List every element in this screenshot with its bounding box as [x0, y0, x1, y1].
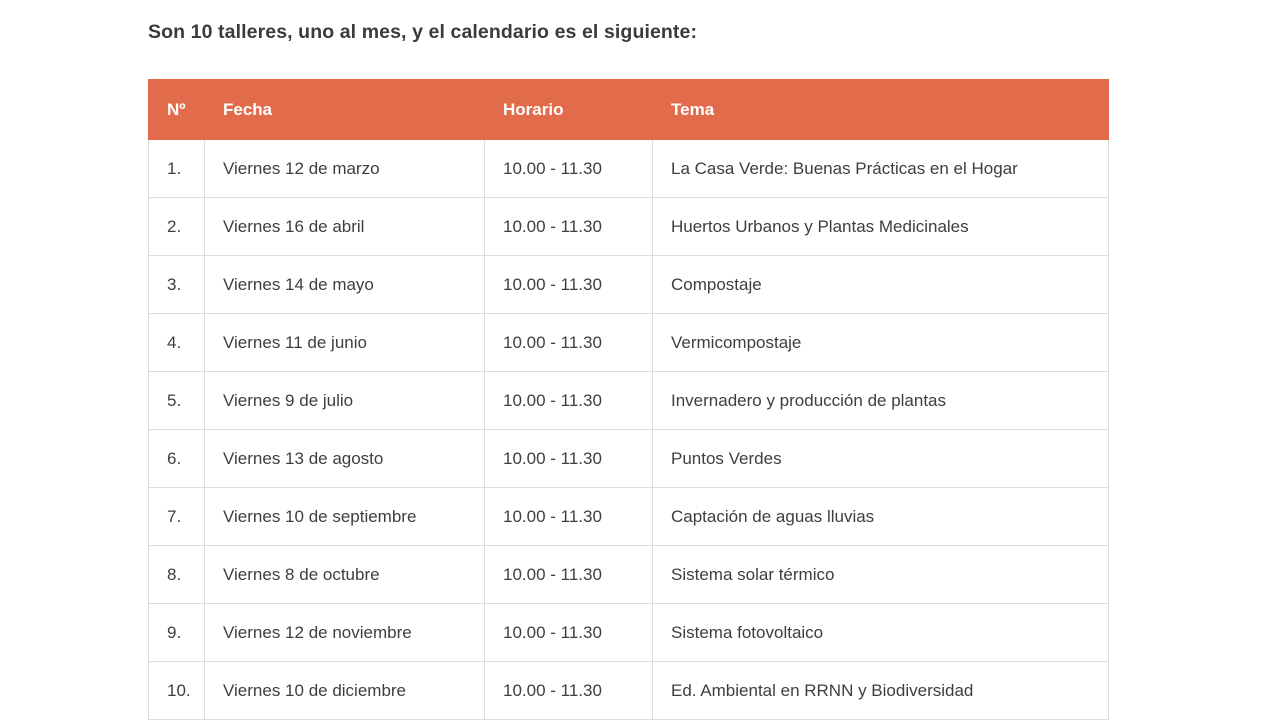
cell-tema: Ed. Ambiental en RRNN y Biodiversidad [653, 662, 1109, 720]
table-row [149, 546, 1109, 604]
cell-tema: Sistema solar térmico [653, 546, 1109, 604]
cell-fecha: Viernes 12 de marzo [205, 140, 485, 198]
column-header-numero: Nº [149, 80, 205, 140]
cell-horario: 10.00 - 11.30 [485, 488, 653, 546]
table-row [149, 314, 1109, 372]
cell-horario: 10.00 - 11.30 [485, 546, 653, 604]
cell-numero: 1. [149, 140, 205, 198]
cell-horario: 10.00 - 11.30 [485, 198, 653, 256]
table-row [149, 430, 1109, 488]
cell-fecha: Viernes 16 de abril [205, 198, 485, 256]
calendar-table-wrapper [148, 79, 1108, 720]
cell-tema: Invernadero y producción de plantas [653, 372, 1109, 430]
table-header [149, 80, 1109, 140]
cell-numero: 4. [149, 314, 205, 372]
table-body [149, 140, 1109, 720]
cell-numero: 2. [149, 198, 205, 256]
cell-horario: 10.00 - 11.30 [485, 314, 653, 372]
cell-fecha: Viernes 9 de julio [205, 372, 485, 430]
column-header-horario: Horario [485, 80, 653, 140]
calendar-table [148, 79, 1109, 720]
table-header-row [149, 80, 1109, 140]
cell-tema: Compostaje [653, 256, 1109, 314]
cell-horario: 10.00 - 11.30 [485, 430, 653, 488]
cell-numero: 6. [149, 430, 205, 488]
cell-numero: 5. [149, 372, 205, 430]
cell-fecha: Viernes 11 de junio [205, 314, 485, 372]
cell-fecha: Viernes 10 de diciembre [205, 662, 485, 720]
cell-fecha: Viernes 8 de octubre [205, 546, 485, 604]
table-row [149, 198, 1109, 256]
cell-tema: La Casa Verde: Buenas Prácticas en el Hogar [653, 140, 1109, 198]
cell-horario: 10.00 - 11.30 [485, 662, 653, 720]
column-header-tema: Tema [653, 80, 1109, 140]
cell-fecha: Viernes 14 de mayo [205, 256, 485, 314]
cell-fecha: Viernes 10 de septiembre [205, 488, 485, 546]
cell-numero: 7. [149, 488, 205, 546]
table-row [149, 488, 1109, 546]
table-row [149, 256, 1109, 314]
table-row [149, 662, 1109, 720]
table-row [149, 604, 1109, 662]
cell-numero: 8. [149, 546, 205, 604]
cell-horario: 10.00 - 11.30 [485, 140, 653, 198]
cell-fecha: Viernes 12 de noviembre [205, 604, 485, 662]
cell-horario: 10.00 - 11.30 [485, 256, 653, 314]
cell-tema: Vermicompostaje [653, 314, 1109, 372]
cell-horario: 10.00 - 11.30 [485, 604, 653, 662]
cell-tema: Puntos Verdes [653, 430, 1109, 488]
table-row [149, 372, 1109, 430]
cell-tema: Sistema fotovoltaico [653, 604, 1109, 662]
cell-numero: 9. [149, 604, 205, 662]
cell-numero: 10. [149, 662, 205, 720]
cell-horario: 10.00 - 11.30 [485, 372, 653, 430]
cell-numero: 3. [149, 256, 205, 314]
table-row [149, 140, 1109, 198]
column-header-fecha: Fecha [205, 80, 485, 140]
cell-tema: Huertos Urbanos y Plantas Medicinales [653, 198, 1109, 256]
cell-tema: Captación de aguas lluvias [653, 488, 1109, 546]
page-title: Son 10 talleres, uno al mes, y el calendario es el siguiente: [148, 21, 698, 43]
cell-fecha: Viernes 13 de agosto [205, 430, 485, 488]
